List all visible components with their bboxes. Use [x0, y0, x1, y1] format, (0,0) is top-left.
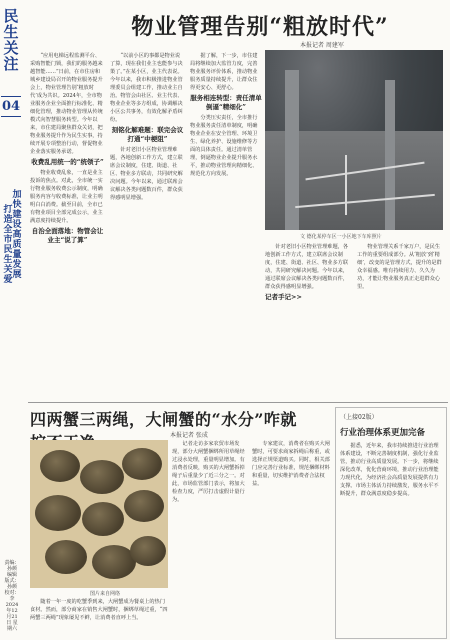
- article1-paragraph: 针对老旧小区物业管理难题，各地创新工作方式，建立联席会议制度，住建、街道、社区、物业多方联动，共同研究解决问题。今年以来，通过联席会议解决各类问题数百件，群众获得感明显增强。: [110, 147, 183, 201]
- garage-photo-caption: 文 德化某停车区一小区地下车库照片: [300, 234, 382, 240]
- article1-headline: 物业管理告别“粗放时代”: [131, 14, 389, 40]
- parking-line: [345, 155, 347, 215]
- article1-column-3: [190, 52, 262, 402]
- crab: [82, 502, 124, 536]
- continued-label: （上接02版）: [340, 414, 378, 421]
- article2-column-1: [30, 598, 168, 638]
- slogan-a: 打造全市民生关爱: [3, 205, 13, 285]
- article1-paragraph: “以前小区的事都是物业说了算，现在我们业主也能参与决策了。”在某小区，业主代表说。今年以来，我市积极推进物业管理委员会组建工作，推动业主自治。物管会由社区、业主代表、物业企业等多方组成，协调解决小区公共事务，有效化解矛盾纠纷。: [110, 53, 183, 123]
- article1-byline: 本报记者 周建军: [300, 42, 344, 49]
- article1-paragraph: 据了解，下一步，市住建局将继续加大监管力度，完善物业服务评价体系，推动物业服务质量持续提升，让群众住得更安心、更舒心。: [190, 53, 258, 91]
- continued-article-box: [335, 407, 447, 639]
- crab: [80, 460, 124, 494]
- continued-headline: 行业治理体系更加完备: [340, 428, 426, 438]
- article2-paragraph: 记者走访多家农贸市场发现，部分大闸蟹捆绑所用草绳经过浸水处理，重量明显增加。有消费者反映，购买的大闸蟹拆掉绳子后重量少了近三分之一。对此，市场监管部门表示，将加大检查力度，严厉打击虚假计量行为。: [172, 441, 245, 503]
- article1-paragraph: 物业收费乱象，一直是业主投诉的焦点。对此，全市统一实行物业服务收费公示制度，明确服务内容与收费标准，让业主明明白白消费。截至目前，全市已有物业项目全部完成公示，业主满意度持续提升。: [30, 170, 103, 224]
- slogan-b: 加快建设高质量发展: [12, 190, 22, 280]
- continued-text: [340, 442, 442, 634]
- crab: [122, 448, 162, 480]
- article2-column-2: [172, 440, 248, 636]
- reporter-note-text: 物业管理关系千家万户，是民生工作的重要组成部分。从‘粗放’到‘精细’，改变的是管理方式，提升的是群众幸福感。唯有持续用力、久久为功，才能让物业服务真正走进群众心里。: [357, 244, 442, 290]
- page-meta: 责编：孙颜 编辑 版式：孙颜 校对：李 2024年12月21日 星期六: [4, 560, 20, 632]
- article2-paragraph: 随着一年一度的吃蟹季到来，大闸蟹成为餐桌上的热门食材。然而，部分商家在销售大闸蟹时，捆绑草绳过重，“四两蟹三两绳”现象屡见不鲜，让消费者直呼上当。: [30, 599, 168, 621]
- article1-column-2: [110, 52, 185, 402]
- article2-paragraph: 专家建议，消费者在购买大闸蟹时，可要求商家拆绳后称重，或选择正规渠道购买。同时，相关部门应完善行业标准，规范捆绑材料和重量，切实维护消费者合法权益。: [252, 441, 330, 487]
- crab: [130, 536, 166, 566]
- article1-paragraph: “应用电梯远程监测平台、采购智能门锁，我们的服务越来越智能……”日前，在市住房和城乡建设局召开的物业服务提升会上，物业管理告别‘粗放时代’成为共识。2024年，全市物业服务企业全面推行标准化、精细化管理，推动物业管理从传统模式向智慧服务转型。今年以来，市住建局聚焦群众关切，把物业服务提升作为民生实事，持续开展专项整治行动，督促物业企业落实服务承诺。: [30, 53, 103, 155]
- article1-column-1: [30, 52, 105, 402]
- crab: [124, 490, 164, 522]
- article1-subhead: 刻铭化解难题：联完会议打通“中梗阻”: [111, 126, 184, 143]
- article1-column-4: [265, 243, 353, 398]
- sidebar: [0, 0, 22, 640]
- article1-subhead: 服务相连转型：责任清单倒逼“精细化”: [190, 94, 262, 111]
- article1-column-5: [357, 243, 443, 398]
- crab: [40, 450, 80, 482]
- crab-photo: [30, 440, 168, 588]
- page-number: 04: [1, 96, 21, 117]
- article2-byline: 本报记者 张成: [170, 432, 208, 439]
- continued-paragraph: 据悉，近年来，我市持续推进行业治理体系建设，不断完善制度机制，强化行业监管，推动行业高质量发展。下一步，将继续深化改革，优化营商环境，推动行业治理能力现代化，为经济社会高质量发展提供有力支撑。市场主体活力持续激发，服务水平不断提升，群众满意度稳步提高。: [340, 443, 439, 497]
- garage-photo: [265, 50, 443, 230]
- article1-subhead: 自治全面落地：物管会让业主“说了算”: [31, 227, 104, 244]
- section-divider: [28, 402, 448, 403]
- crab: [35, 495, 81, 531]
- article1-paragraph: 针对老旧小区物业管理难题，各地创新工作方式，建立联席会议制度，住建、街道、社区、物业多方联动，共同研究解决问题。今年以来，通过联席会议解决各类问题数百件，群众获得感明显增强。: [265, 244, 349, 290]
- article2-headline: 四两蟹三两绳，大闸蟹的“水分”咋就: [30, 410, 297, 429]
- reporter-note-heading: 记者手记>>: [265, 293, 302, 301]
- section-name: 民生关注: [3, 7, 19, 73]
- article1-paragraph: 分类压实责任，全市推行物业服务责任清单制度，明确物业企业在安全管理、环境卫生、绿化养护、设施维修等方面的具体责任。通过清单管理，倒逼物业企业提升服务水平，推动物业管理向精细化、规范化方向发展。: [190, 115, 258, 177]
- crab: [45, 540, 87, 574]
- article1-subhead: 收费乱用统一的“统领子”: [31, 158, 104, 166]
- crab-photo-caption: 图片来自网络: [90, 591, 121, 597]
- article2-column-3: [252, 440, 330, 636]
- garage-pillar: [385, 80, 395, 230]
